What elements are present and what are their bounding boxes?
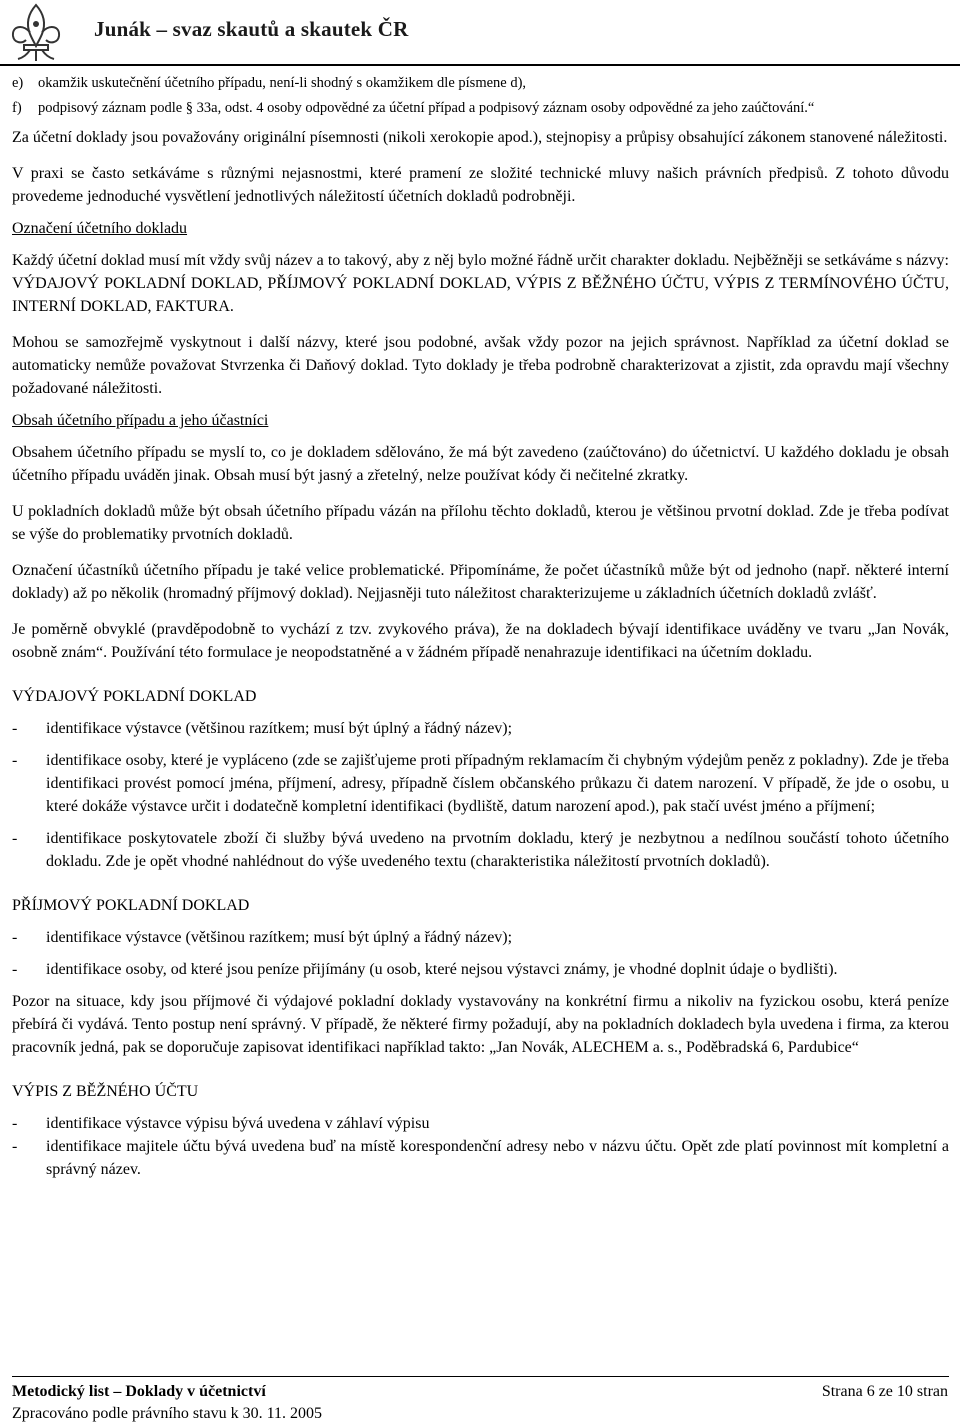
bullet-text: identifikace osoby, od které jsou peníze přijímány (u osob, které nejsou výstavci známy, je vhodné doplnit údaje o bydlišti). bbox=[46, 961, 838, 978]
footer-divider bbox=[12, 1376, 949, 1377]
bullet-text: identifikace poskytovatele zboží či služby bývá uvedeno na prvotním dokladu, který je nezbytnou a nedílnou součástí tohoto účetního dokladu. Zde je opět vhodné nahlédnout do výše uvedeného textu (charakteristika náležitostí prvotních dokladů). bbox=[46, 830, 949, 870]
paragraph: V praxi se často setkáváme s různými nejasnostmi, které pramení ze složité technické mluvy našich právních předpisů. Z tohoto důvodu provedeme jednoduché vysvětlení jednotlivých náležitostí účetních dokladů podrobněji. bbox=[12, 165, 949, 205]
paragraph: U pokladních dokladů může být obsah účetního případu vázán na přílohu těchto dokladů, kterou je většinou prvotní doklad. Zde je třeba podívat se výše do problematiky prvotních dokladů. bbox=[12, 503, 949, 543]
paragraph: Obsahem účetního případu se myslí to, co je dokladem sdělováno, že má být zavedeno (zaúčtováno) do účetnictví. U každého dokladu je obsah účetního případu uváděn jinak. Obsah musí být jasný a zřetelný, nelze používat kódy či nečitelné zkratky. bbox=[12, 444, 949, 484]
paragraph: Každý účetní doklad musí mít vždy svůj název a to takový, aby z něj bylo možné řádně určit charakter dokladu. Nejběžněji se setkáváme s názvy: VÝDAJOVÝ POKLADNÍ DOKLAD, PŘÍJMOVÝ POKLADNÍ DOKLAD, VÝPIS Z BĚŽNÉHO ÚČTU, VÝPIS Z TERMÍNOVÉHO ÚČTU, INTERNÍ DOKLAD, FAKTURA. bbox=[12, 252, 949, 315]
paragraph: Za účetní doklady jsou považovány originální písemnosti (nikoli xerokopie apod.), stejnopisy a průpisy obsahující zákonem stanovené náležitosti. bbox=[12, 129, 948, 146]
bullet-item: - identifikace osoby, od které jsou peníze přijímány (u osob, které nejsou výstavci známy, je vhodné doplnit údaje o bydlišti). bbox=[12, 958, 949, 981]
paragraph: Mohou se samozřejmě vyskytnout i další názvy, které jsou podobné, avšak vždy pozor na jejich správnost. Například za účetní doklad se automaticky nemůže považovat Stvrzenka či Daňový doklad. Tyto doklady je třeba podrobně charakterizovat a zjistit, zda opravdu mají všechny požadované náležitosti. bbox=[12, 334, 949, 397]
list-item bbox=[12, 96, 952, 121]
bullet-text: identifikace výstavce (většinou razítkem; musí být úplný a řádný název); bbox=[46, 929, 513, 946]
page-header bbox=[0, 0, 960, 66]
section-heading-obsah: Obsah účetního případu a jeho účastníci bbox=[12, 412, 269, 429]
list-marker: e) bbox=[12, 75, 24, 91]
bullet-item: - identifikace poskytovatele zboží či služby bývá uvedeno na prvotním dokladu, který je nezbytnou a nedílnou součástí tohoto účetního dokladu. Zde je opět vhodné nahlédnout do výše uvedeného textu (charakteristika náležitostí prvotních dokladů). bbox=[12, 827, 949, 873]
list-marker: f) bbox=[12, 100, 22, 116]
bullet-text: identifikace výstavce výpisu bývá uvedena v záhlaví výpisu bbox=[46, 1115, 430, 1132]
list-item-text: podpisový záznam podle § 33a, odst. 4 osoby odpovědné za účetní případ a podpisový záznam osoby odpovědné za jeho zaúčtování.“ bbox=[38, 100, 815, 116]
page-number: Strana 6 ze 10 stran bbox=[821, 1383, 948, 1400]
fleur-de-lis-logo-icon bbox=[8, 2, 64, 64]
header-divider bbox=[0, 64, 960, 66]
list-item-text: okamžik uskutečnění účetního případu, není-li shodný s okamžikem dle písmene d), bbox=[38, 75, 527, 91]
paragraph: Označení účastníků účetního případu je také velice problematické. Připomínáme, že počet účastníků může být od jednoho (např. některé interní doklady) až po několik (hromadný příjmový doklad). Nejjasněji tuto náležitost charakterizujeme u základních účetních dokladů zvlášť. bbox=[12, 562, 949, 602]
footer-document-title: Metodický list – Doklady v účetnictví bbox=[12, 1383, 266, 1400]
document-body bbox=[12, 126, 949, 1181]
section-heading-prijmovy: PŘÍJMOVÝ POKLADNÍ DOKLAD bbox=[12, 897, 250, 914]
bullet-item: - identifikace výstavce výpisu bývá uvedena v záhlaví výpisu bbox=[12, 1112, 949, 1135]
bullet-item: - identifikace majitele účtu bývá uvedena buď na místě korespondenční adresy nebo v názvu účtu. Opět zde platí povinnost mít kompletní a správný název. bbox=[12, 1135, 949, 1181]
bullet-item: - identifikace osoby, které je vypláceno (zde se zajišťujeme proti případným reklamacím či chybným výdejům peněz z pokladny). Zde je třeba identifikaci provést pomocí jména, příjmení, adresy, případně číslem občanského průkazu či datem narození. V případě, že jde o osobu, u které dokáže výstavce určit i dodatečně kompletní identifikaci (bydliště, datum narození apod.), pak stačí uvést jméno a příjmení; bbox=[12, 749, 949, 818]
paragraph: Pozor na situace, kdy jsou příjmové či výdajové pokladní doklady vystavovány na konkrétní firmu a nikoliv na fyzickou osobu, která peníze přebírá či vydává. Tento postup není správný. V případě, že některé firmy požadují, aby na pokladních dokladech byla uvedena i firma, za kterou pracovník jedná, pak se doporučuje zapisovat identifikaci například takto: „Jan Novák, ALECHEM a. s., Poděbradská 6, Pardubice“ bbox=[12, 993, 949, 1056]
bullet-text: identifikace majitele účtu bývá uvedena buď na místě korespondenční adresy nebo v názvu účtu. Opět zde platí povinnost mít kompletní a správný název. bbox=[46, 1138, 949, 1178]
bullet-item: - identifikace výstavce (většinou razítkem; musí být úplný a řádný název); bbox=[12, 926, 949, 949]
section-heading-vypis: VÝPIS Z BĚŽNÉHO ÚČTU bbox=[12, 1083, 199, 1100]
continuation-list bbox=[12, 71, 952, 121]
bullet-text: identifikace osoby, které je vypláceno (zde se zajišťujeme proti případným reklamacím či chybným výdejům peněz z pokladny). Zde je třeba identifikaci provést pomocí jména, příjmení, adresy, případně číslem občanského průkazu či datem narození. V případě, že jde o osobu, u které dokáže výstavce určit i dodatečně kompletní identifikaci (bydliště, datum narození apod.), pak stačí uvést jméno a příjmení; bbox=[46, 752, 949, 815]
bullet-item: - identifikace výstavce (většinou razítkem; musí být úplný a řádný název); bbox=[12, 717, 949, 740]
section-heading-oznaceni: Označení účetního dokladu bbox=[12, 220, 188, 237]
footer-legal-state: Zpracováno podle právního stavu k 30. 11. 2005 bbox=[12, 1405, 323, 1422]
list-item bbox=[12, 71, 952, 96]
bullet-text: identifikace výstavce (většinou razítkem; musí být úplný a řádný název); bbox=[46, 720, 513, 737]
organization-name: Junák – svaz skautů a skautek ČR bbox=[94, 17, 409, 41]
section-heading-vydajovy: VÝDAJOVÝ POKLADNÍ DOKLAD bbox=[12, 688, 257, 705]
paragraph: Je poměrně obvyklé (pravděpodobně to vychází z tzv. zvykového práva), že na dokladech bývají identifikace uváděny ve tvaru „Jan Novák, osobně znám“. Používání této formulace je neopodstatněné a v žádném případě nenahrazuje identifikaci na účetním dokladu. bbox=[12, 621, 949, 661]
